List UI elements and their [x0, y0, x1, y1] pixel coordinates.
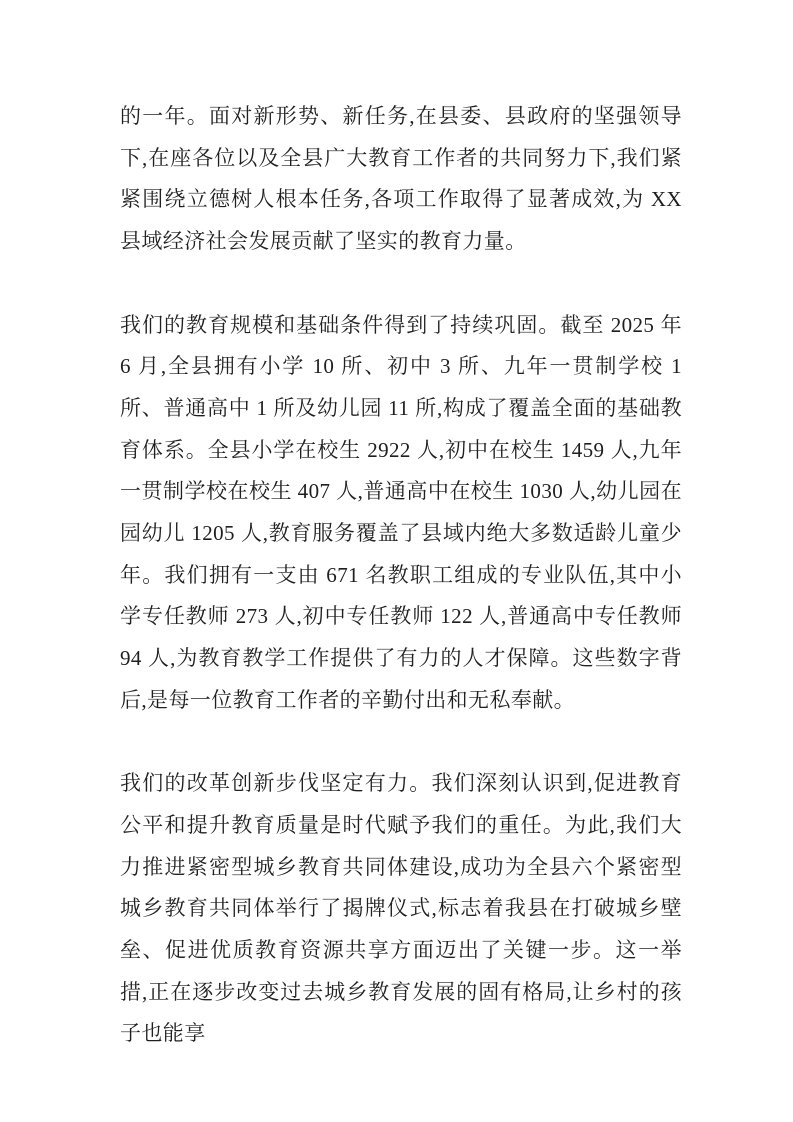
document-text-block — [120, 96, 682, 1055]
paragraph-reform-innovation: 我们的改革创新步伐坚定有力。我们深刻认识到,促进教育公平和提升教育质量是时代赋予我们的重任。为此,我们大力推进紧密型城乡教育共同体建设,成功为全县六个紧密型城乡教育共同体举行了揭牌仪式,标志着我县在打破城乡壁垒、促进优质教育资源共享方面迈出了关键一步。这一举措,正在逐步改变过去城乡教育发展的固有格局,让乡村的孩子也能享 — [120, 771, 682, 1046]
paragraph-achievements-summary: 的一年。面对新形势、新任务,在县委、县政府的坚强领导下,在座各位以及全县广大教育工作者的共同努力下,我们紧紧围绕立德树人根本任务,各项工作取得了显著成效,为 XX 县域经济社会发展贡献了坚实的教育力量。 — [120, 104, 682, 254]
paragraph-education-scale-statistics: 我们的教育规模和基础条件得到了持续巩固。截至 2025 年 6 月,全县拥有小学 10 所、初中 3 所、九年一贯制学校 1 所、普通高中 1 所及幼儿园 11 所,构成了覆盖全面的基础教育体系。全县小学在校生 2922 人,初中在校生 1459 人,九年一贯制学校在校生 407 人,普通高中在校生 1030 人,幼儿园在园幼儿 1205 人,教育服务覆盖了县域内绝大多数适龄儿童少年。我们拥有一支由 671 名教职工组成的专业队伍,其中小学专任教师 273 人,初中专任教师 122 人,普通高中专任教师 94 人,为教育教学工作提供了有力的人才保障。这些数字背后,是每一位教育工作者的辛勤付出和无私奉献。 — [120, 312, 682, 712]
